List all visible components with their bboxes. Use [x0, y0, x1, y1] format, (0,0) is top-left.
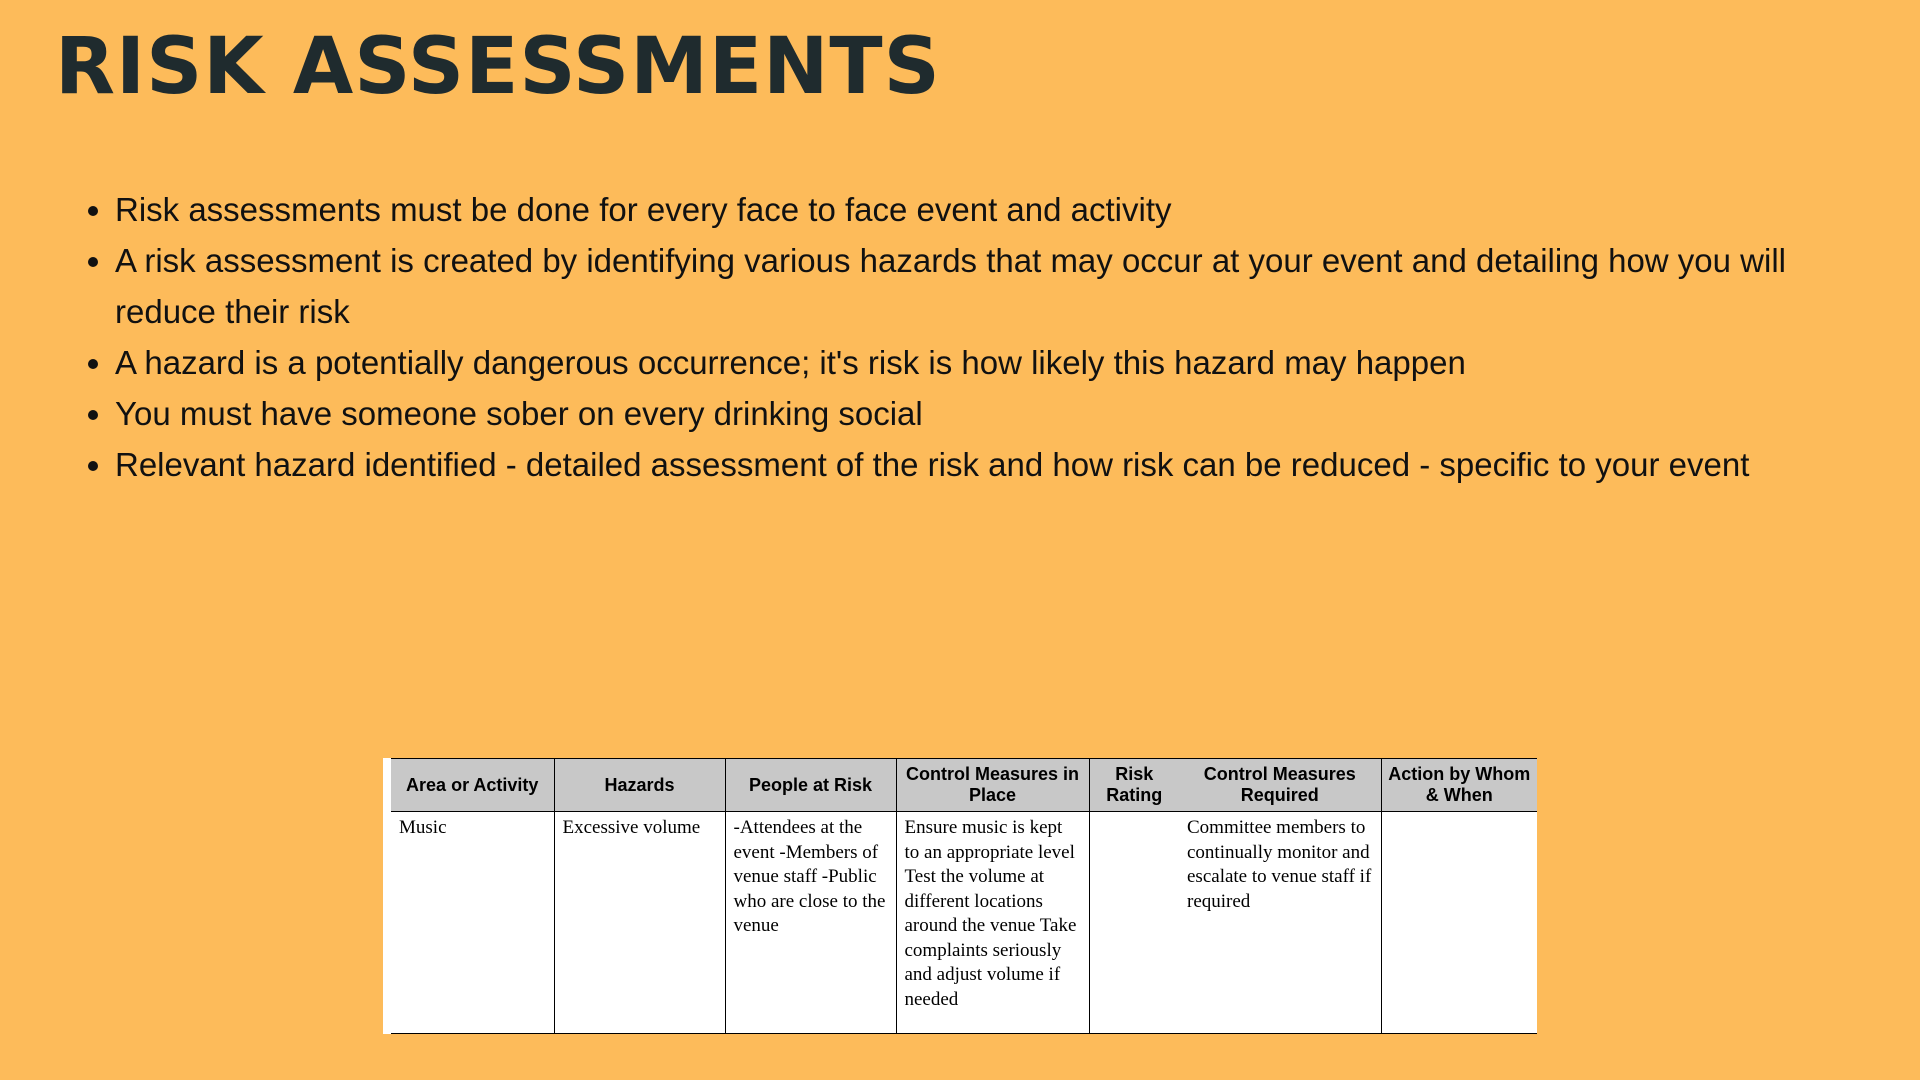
bullet-item: • A risk assessment is created by identifying various hazards that may occur at your event and detailing how you will reduce their risk [115, 235, 1855, 337]
table-header-row [391, 759, 1537, 812]
bullet-item: • Relevant hazard identified - detailed assessment of the risk and how risk can be reduced - specific to your event [115, 439, 1855, 490]
cell-measures-in-place: Ensure music is kept to an appropriate level Test the volume at different locations around the venue Take complaints seriously and adjust volume if needed [896, 812, 1089, 1034]
column-header-risk-rating: Risk Rating [1089, 759, 1179, 812]
risk-assessment-table-image [383, 758, 1537, 1034]
cell-hazards: Excessive volume [554, 812, 725, 1034]
cell-people: -Attendees at the event -Members of venue staff -Public who are close to the venue [725, 812, 896, 1034]
column-header-area: Area or Activity [391, 759, 554, 812]
risk-assessment-table [391, 758, 1537, 1034]
table-row [391, 812, 1537, 1034]
cell-measures-required: Committee members to continually monitor and escalate to venue staff if required [1179, 812, 1381, 1034]
cell-area: Music [391, 812, 554, 1034]
column-header-measures-in-place: Control Measures in Place [896, 759, 1089, 812]
column-header-action: Action by Whom & When [1381, 759, 1537, 812]
column-header-measures-required: Control Measures Required [1179, 759, 1381, 812]
bullet-item: • Risk assessments must be done for every face to face event and activity [115, 184, 1855, 235]
bullet-list [85, 184, 1855, 490]
cell-risk-rating [1089, 812, 1179, 1034]
bullet-item: • You must have someone sober on every drinking social [115, 388, 1855, 439]
page-title: RISK ASSESSMENTS [55, 22, 941, 112]
column-header-people: People at Risk [725, 759, 896, 812]
bullet-item: • A hazard is a potentially dangerous occurrence; it's risk is how likely this hazard may happen [115, 337, 1855, 388]
column-header-hazards: Hazards [554, 759, 725, 812]
cell-action [1381, 812, 1537, 1034]
